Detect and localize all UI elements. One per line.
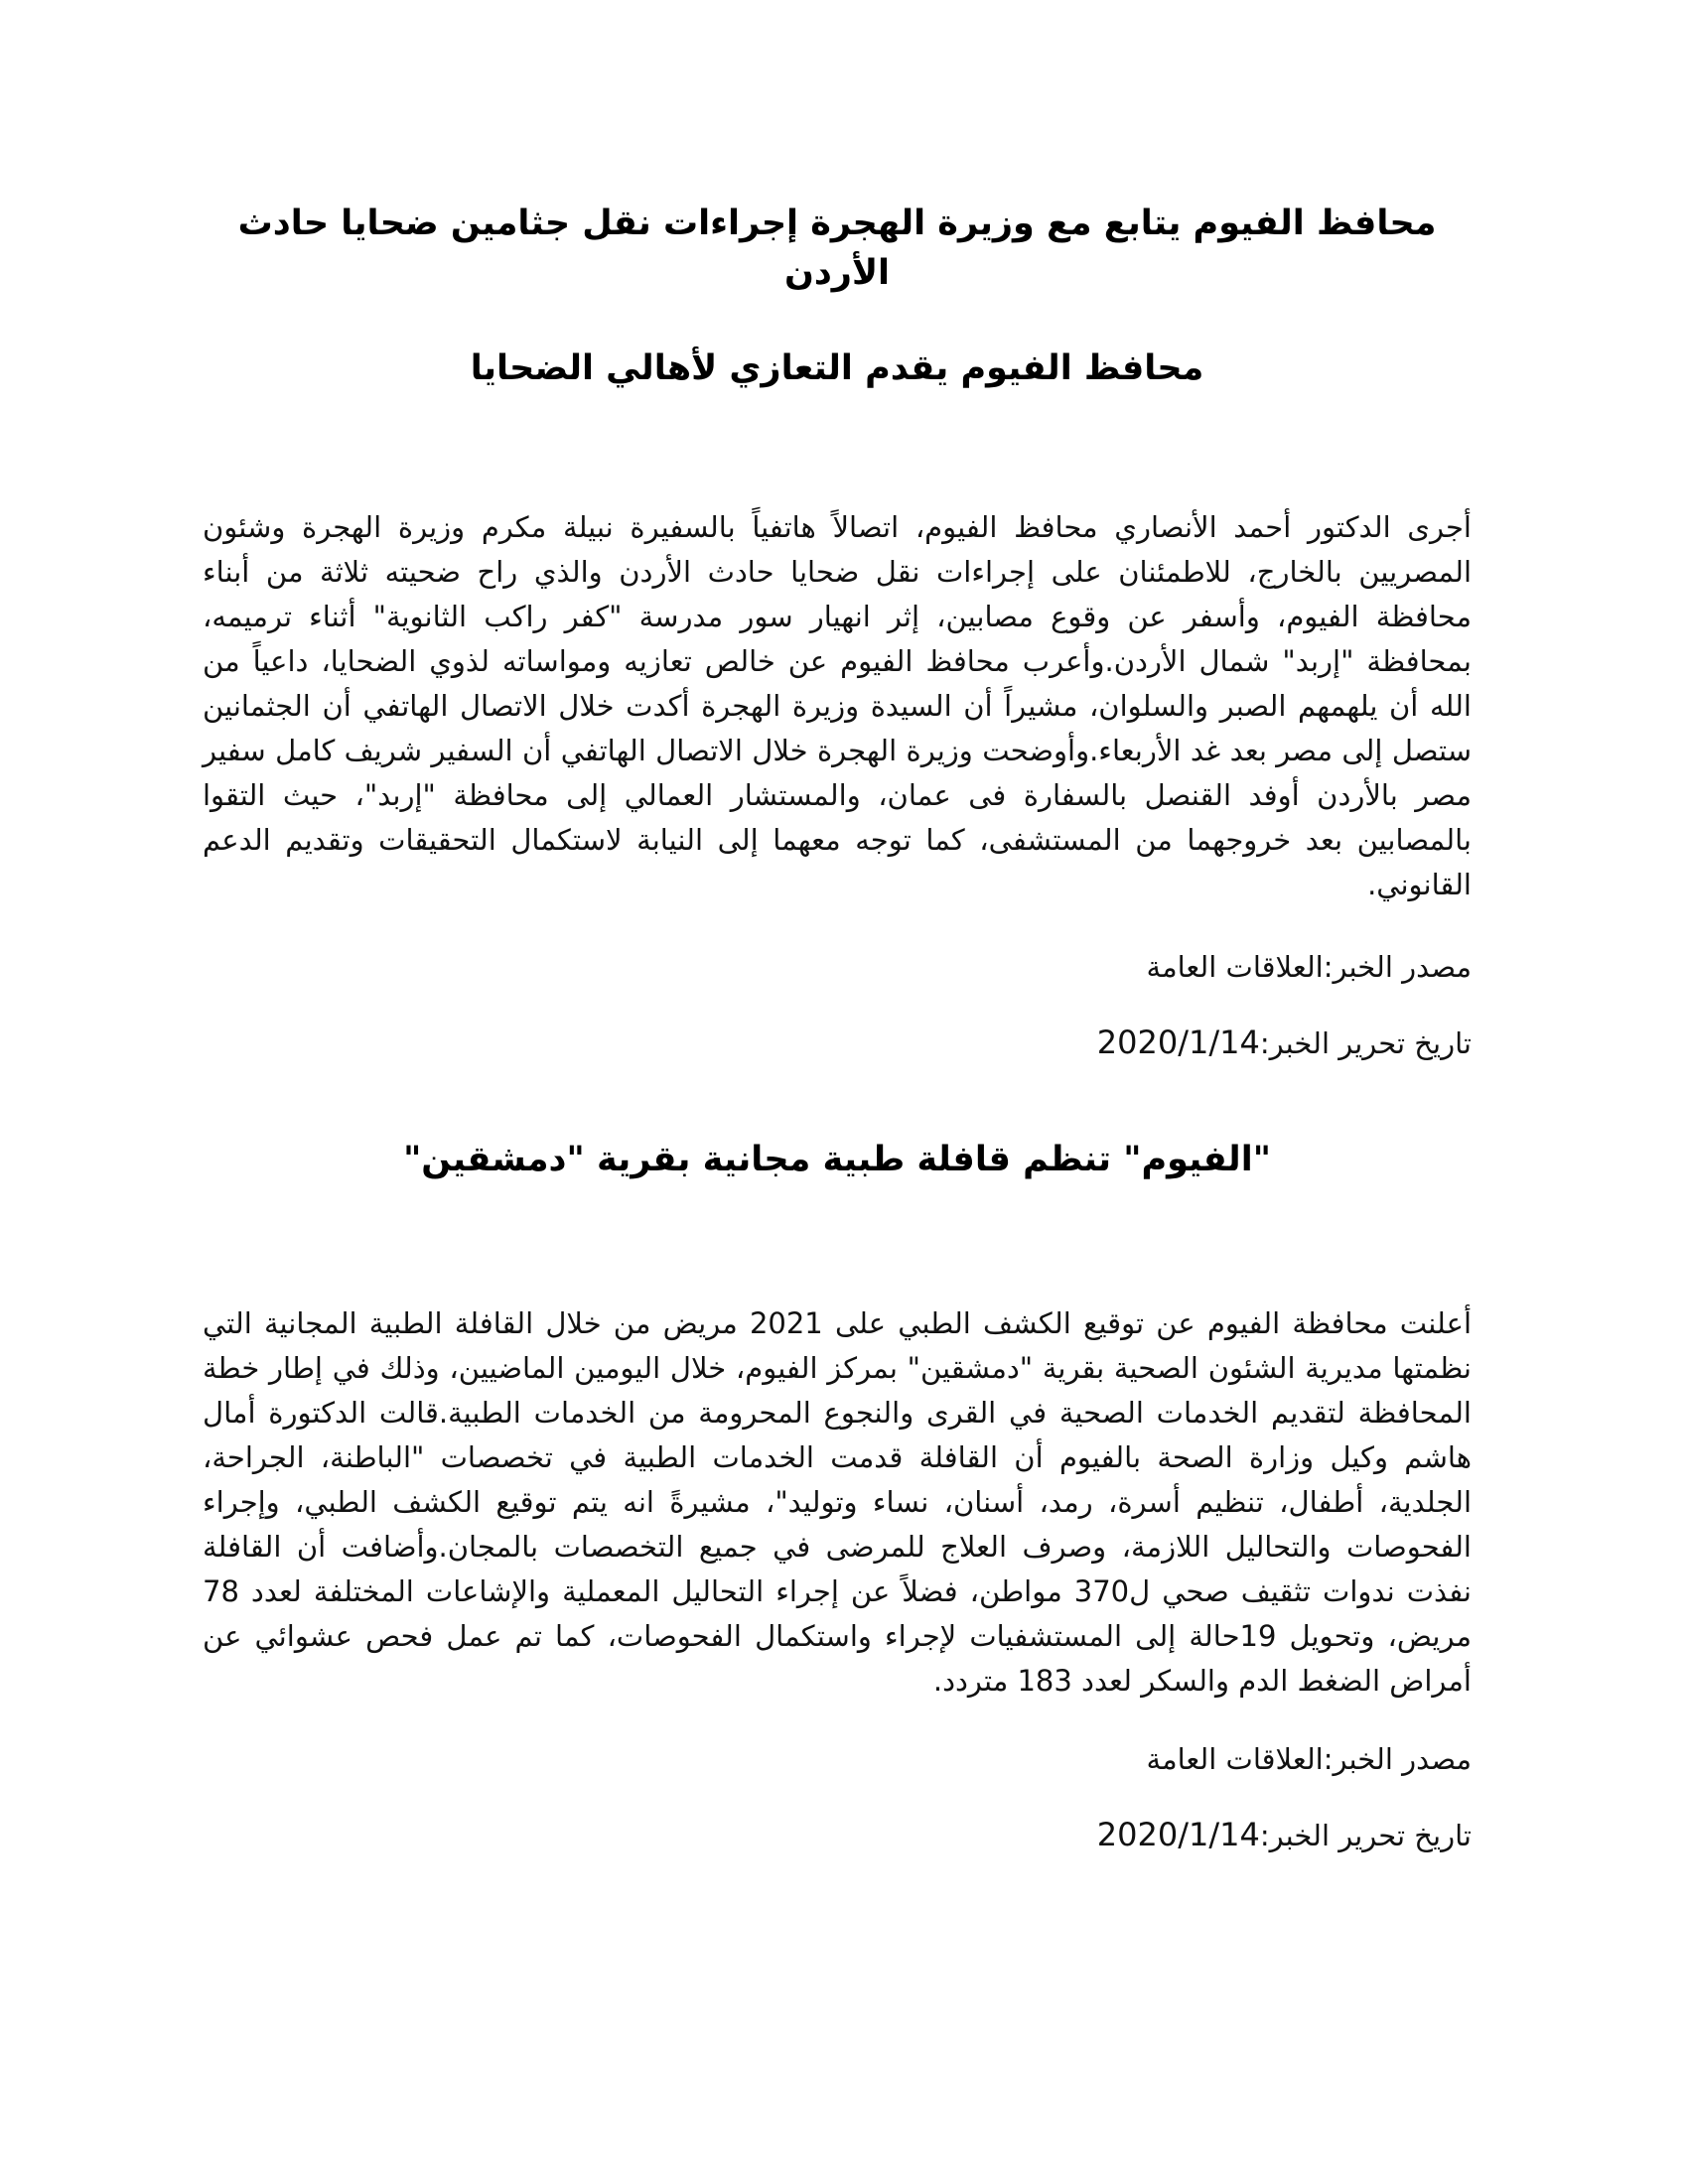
article-1-subheadline: محافظ الفيوم يقدم التعازي لأهالي الضحايا bbox=[470, 348, 1204, 388]
article-2-source-label: مصدر الخبر: bbox=[1323, 1742, 1472, 1776]
article-1-source-value: العلاقات العامة bbox=[1146, 950, 1324, 984]
article-1-date-label: تاريخ تحرير الخبر: bbox=[1259, 1026, 1472, 1060]
article-1-date-value: 2020/1/14 bbox=[1096, 1024, 1260, 1061]
article-1-body: أجرى الدكتور أحمد الأنصاري محافظ الفيوم، اتصالاً هاتفياً بالسفيرة نبيلة مكرم وزيرة الهجرة وشئون المصريين بالخارج، للاطمئنان على إجراءات نقل ضحايا حادث الأردن والذي راح ضحيته ثلاثة من أبناء محافظة الفيوم، وأسفر عن وقوع مصابين، إثر انهيار سور مدرسة "كفر راكب الثانوية" أثناء ترميمه، بمحافظة "إربد" شمال الأردن.وأعرب محافظ الفيوم عن خالص تعازيه ومواساته لذوي الضحايا، داعياً من الله أن يلهمهم الصبر والسلوان، مشيراً أن السيدة وزيرة الهجرة أكدت خلال الاتصال الهاتفي أن الجثمانين ستصل إلى مصر بعد غد الأربعاء.وأوضحت وزيرة الهجرة خلال الاتصال الهاتفي أن السفير شريف كامل سفير مصر بالأردن أوفد القنصل بالسفارة فى عمان، والمستشار العمالي إلى محافظة "إربد"، حيث التقوا بالمصابين بعد خروجهما من المستشفى، كما توجه معهما إلى النيابة لاستكمال التحقيقات وتقديم الدعم القانوني. bbox=[203, 510, 1472, 901]
article-1-headline: محافظ الفيوم يتابع مع وزيرة الهجرة إجراءات نقل جثامين ضحايا حادث الأردن bbox=[237, 204, 1437, 293]
article-2-source bbox=[203, 1739, 1472, 1779]
news-article-2 bbox=[203, 1135, 1472, 1855]
article-2-date-value: 2020/1/14 bbox=[1096, 1816, 1260, 1853]
article-2-body: أعلنت محافظة الفيوم عن توقيع الكشف الطبي على 2021 مريض من خلال القافلة الطبية المجانية التي نظمتها مديرية الشئون الصحية بقرية "دمشقين" بمركز الفيوم، خلال اليومين الماضيين، وذلك في إطار خطة المحافظة لتقديم الخدمات الصحية في القرى والنجوع المحرومة من الخدمات الطبية.قالت الدكتورة أمال هاشم وكيل وزارة الصحة بالفيوم أن القافلة قدمت الخدمات الطبية في تخصصات "الباطنة، الجراحة، الجلدية، أطفال، تنظيم أسرة، رمد، أسنان، نساء وتوليد"، مشيرةً انه يتم توقيع الكشف الطبي، وإجراء الفحوصات والتحاليل اللازمة، وصرف العلاج للمرضى في جميع التخصصات بالمجان.وأضافت أن القافلة نفذت ندوات تثقيف صحي ل370 مواطن، فضلاً عن إجراء التحاليل المعملية والإشاعات المختلفة لعدد 78 مريض، وتحويل 19حالة إلى المستشفيات لإجراء واستكمال الفحوصات، كما تم عمل فحص عشوائي عن أمراض الضغط الدم والسكر لعدد 183 متردد. bbox=[203, 1306, 1472, 1698]
news-article-1 bbox=[203, 0, 1472, 1063]
article-2-date-label: تاريخ تحرير الخبر: bbox=[1259, 1819, 1472, 1852]
article-1-date bbox=[203, 1023, 1472, 1063]
article-2-headline: "الفيوم" تنظم قافلة طبية مجانية بقرية "دمشقين" bbox=[403, 1140, 1271, 1179]
article-2-date bbox=[203, 1815, 1472, 1855]
article-1-source-label: مصدر الخبر: bbox=[1323, 950, 1472, 984]
article-1-source bbox=[203, 947, 1472, 987]
article-2-source-value: العلاقات العامة bbox=[1146, 1742, 1324, 1776]
article-separator bbox=[203, 1063, 1472, 1135]
